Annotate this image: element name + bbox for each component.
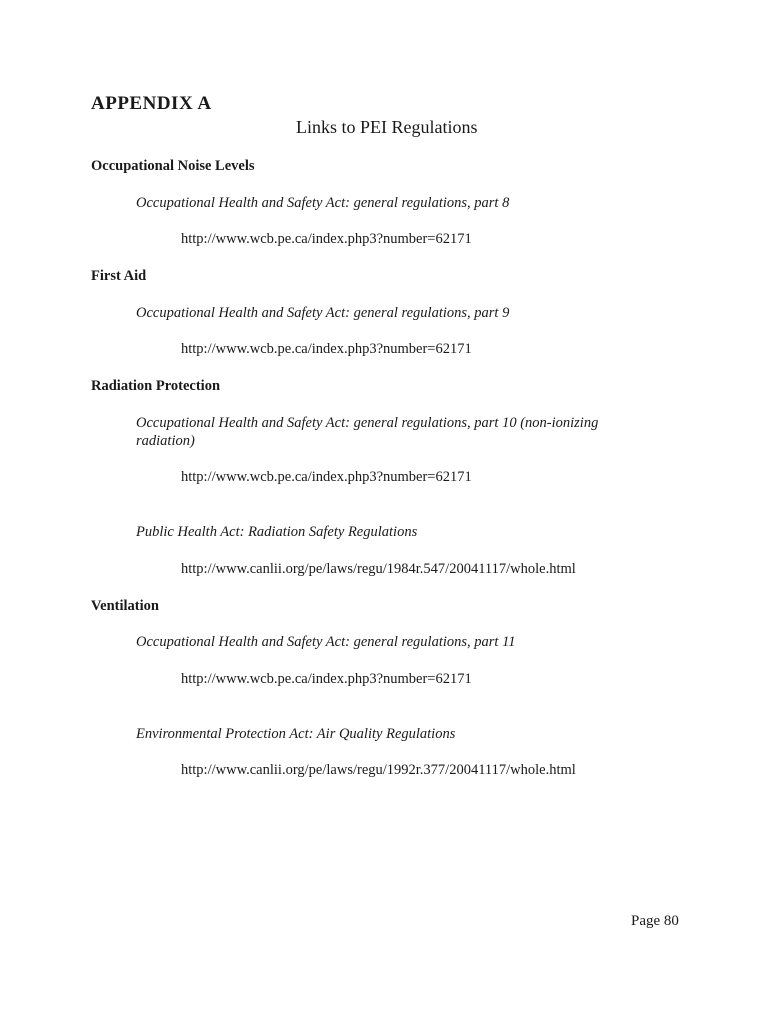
regulation-title: Environmental Protection Act: Air Quality Regulations: [136, 726, 456, 742]
page-number: Page 80: [631, 913, 679, 929]
page-title: Links to PEI Regulations: [296, 117, 478, 137]
regulation-link[interactable]: http://www.canlii.org/pe/laws/regu/1992r.377/20041117/whole.html: [181, 762, 576, 778]
section-heading-ventilation: Ventilation: [91, 598, 159, 614]
regulation-link[interactable]: http://www.wcb.pe.ca/index.php3?number=62171: [181, 341, 472, 357]
regulation-link[interactable]: http://www.wcb.pe.ca/index.php3?number=62171: [181, 671, 472, 687]
regulation-title: Occupational Health and Safety Act: general regulations, part 8: [136, 195, 510, 211]
regulation-title: Public Health Act: Radiation Safety Regulations: [136, 524, 418, 540]
regulation-link[interactable]: http://www.wcb.pe.ca/index.php3?number=62171: [181, 231, 472, 247]
section-heading-noise: Occupational Noise Levels: [91, 158, 255, 174]
regulation-link[interactable]: http://www.canlii.org/pe/laws/regu/1984r.547/20041117/whole.html: [181, 561, 576, 577]
section-heading-radiation: Radiation Protection: [91, 378, 221, 394]
section-heading-first-aid: First Aid: [91, 268, 147, 284]
regulation-title: Occupational Health and Safety Act: general regulations, part 11: [136, 634, 516, 650]
regulation-title: Occupational Health and Safety Act: general regulations, part 9: [136, 305, 510, 321]
regulation-link[interactable]: http://www.wcb.pe.ca/index.php3?number=62171: [181, 469, 472, 485]
appendix-label: APPENDIX A: [91, 93, 212, 114]
regulation-title: Occupational Health and Safety Act: general regulations, part 10 (non-ionizing radiation): [136, 415, 599, 449]
